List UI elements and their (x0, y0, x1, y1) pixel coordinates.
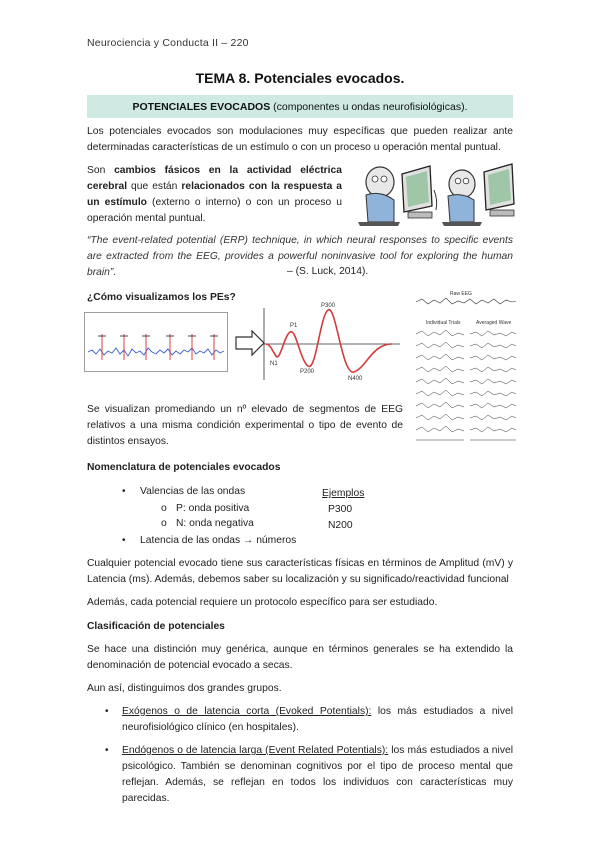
exogenous-desc: los más estudiados a nivel neurofisiológico clínico (en hospitales). (122, 706, 513, 733)
bullet-dot: • (105, 706, 109, 717)
monitor-left-icon (402, 166, 437, 218)
protocol-paragraph: Además, cada potencial requiere un protocolo específico para ser estudiado. (87, 597, 438, 608)
classification-heading: Clasificación de potenciales (87, 621, 225, 632)
label-p1: P1 (290, 323, 298, 329)
label-p300: P300 (321, 303, 336, 309)
example-p300: P300 (328, 504, 353, 515)
exogenous-term: Exógenos o de latencia corta (Evoked Potentials): (122, 706, 372, 717)
endogenous-desc: los más estudiados a nivel psicológico. También se denominan cognitivos por el tipo de proceso mental que reflejan. Además, se reflejan en todos los individuos con características muy parecidas. (122, 745, 513, 804)
section-banner (87, 95, 513, 118)
exogenous-item (122, 704, 513, 736)
changes-post: (externo o interno) o con un proceso u operación mental puntual. (87, 197, 342, 224)
onda-positiva-item: P: onda positiva (176, 503, 250, 514)
visualize-paragraph: Se visualizan promediando un nº elevado de segmentos de EEG relativos a una misma condición experimental o tipo de evento de distintos ensayos. (87, 404, 403, 447)
erp-wave (266, 310, 392, 373)
erp-waveform-figure (262, 296, 402, 386)
examples-heading: Ejemplos (322, 488, 365, 499)
latencia-item: Latencia de las ondas → números (140, 535, 297, 546)
raw-eeg-figure (84, 312, 228, 372)
cartoon-illustration (350, 160, 520, 230)
bullet-dot: • (122, 486, 126, 497)
sub-bullet-n: o (161, 518, 167, 529)
label-n400: N400 (348, 376, 363, 382)
bullet-dot: • (122, 535, 126, 546)
onda-negativa-item: N: onda negativa (176, 518, 254, 529)
grid-label-left: Individual Trials (426, 320, 461, 326)
grid-label-right: Averaged Wave (476, 320, 512, 326)
how-heading: ¿Cómo visualizamos los PEs? (87, 292, 236, 303)
quote-text: “The event-related potential (ERP) technique, in which neural responses to specific events are extracted from the EEG, provides a powerful noninvasive tool for exploring the human brain”. (87, 235, 513, 278)
person-left-icon (358, 167, 400, 226)
arrow-right-icon (235, 330, 265, 356)
nomenclature-heading: Nomenclatura de potenciales evocados (87, 462, 281, 473)
endogenous-item (122, 743, 513, 807)
valencias-item: Valencias de las ondas (140, 486, 246, 497)
label-p200: P200 (300, 369, 315, 375)
trials-grid-figure (412, 288, 520, 446)
changes-pre: Son (87, 165, 115, 176)
endogenous-term: Endógenos o de latencia larga (Event Related Potentials): (122, 745, 389, 756)
classification-paragraph: Se hace una distinción muy genérica, aunque en términos generales se ha extendido la denominación de potencial evocado a secas. (87, 644, 513, 671)
intro-paragraph: Los potenciales evocados son modulaciones muy específicas que pueden realizar ante determinadas características de un estímulo o con un proceso u operación mental puntual. (87, 126, 513, 153)
page-title: TEMA 8. Potenciales evocados. (195, 70, 405, 86)
example-n200: N200 (328, 520, 353, 531)
changes-paragraph (87, 163, 342, 227)
grid-label-top: Raw EEG (450, 291, 472, 297)
sub-bullet-p: o (161, 503, 167, 514)
changes-bold-1: cambios fásicos en la actividad eléctrica cerebral (87, 165, 342, 192)
quote-citation: – (S. Luck, 2014). (287, 266, 369, 277)
changes-mid: que están (127, 181, 182, 192)
bullet-dot: • (105, 745, 109, 756)
running-header: Neurociencia y Conducta II – 220 (87, 37, 249, 49)
monitor-right-icon (484, 164, 514, 216)
characteristics-paragraph: Cualquier potencial evocado tiene sus características físicas en términos de Amplitud (mV) y Latencia (ms). Además, debemos saber su localización y su significado/reactividad funcional (87, 558, 513, 585)
groups-paragraph: Aun así, distinguimos dos grandes grupos. (87, 683, 282, 694)
changes-bold-2: relacionados con la respuesta a un estímulo (87, 181, 343, 208)
person-right-icon (442, 170, 482, 226)
banner-bold: POTENCIALES EVOCADOS (132, 100, 271, 113)
banner-rest: (componentes u ondas neurofisiológicas). (270, 100, 468, 113)
label-n1: N1 (270, 361, 278, 367)
